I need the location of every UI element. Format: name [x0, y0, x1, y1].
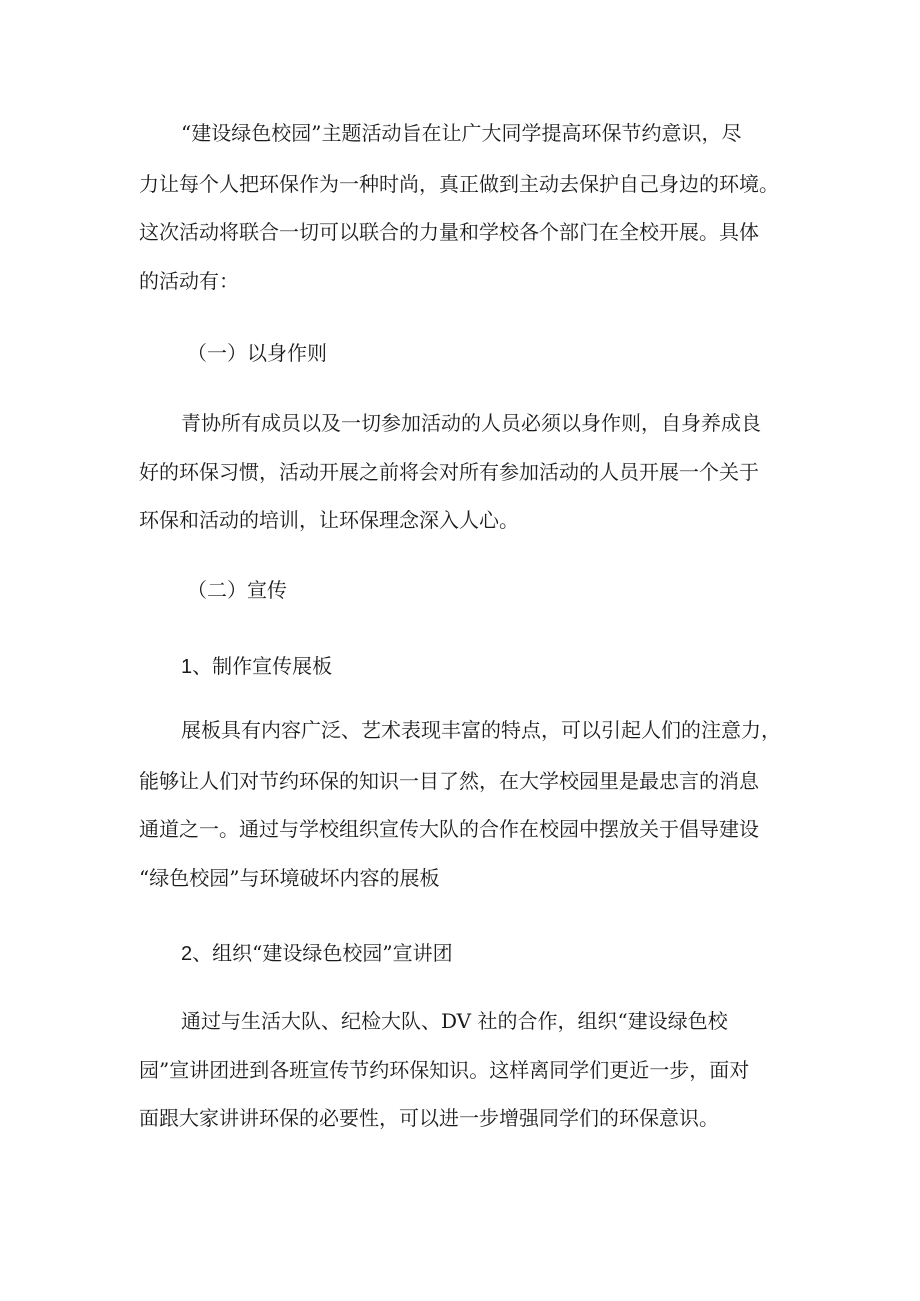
item-1-line-4: “绿色校园”与环境破坏内容的展板	[139, 866, 440, 890]
item-1-line-3: 通道之一。通过与学校组织宣传大队的合作在校园中摆放关于倡导建设	[139, 817, 759, 841]
item-1-heading	[181, 647, 831, 685]
section-1-line-1: 青协所有成员以及一切参加活动的人员必须以身作则，自身养成良	[181, 411, 761, 435]
item-1-title: 、制作宣传展板	[192, 654, 333, 678]
item-2-title: 、组织“建设绿色校园”宣讲团	[192, 941, 453, 965]
intro-line-4: 的活动有：	[139, 269, 239, 293]
section-1-line-2: 好的环保习惯，活动开展之前将会对所有参加活动的人员开展一个关于	[139, 460, 759, 484]
section-1-heading: （一）以身作则	[187, 341, 327, 365]
section-1-line-3: 环保和活动的培训，让环保理念深入人心。	[139, 508, 519, 532]
item-2-line-3: 面跟大家讲讲环保的必要性，可以进一步增强同学们的环保意识。	[139, 1106, 719, 1130]
item-2-line-2: 园”宣讲团进到各班宣传节约环保知识。这样离同学们更近一步，面对	[139, 1058, 750, 1082]
item-1-line-2: 能够让人们对节约环保的知识一目了然，在大学校园里是最忠言的消息	[139, 769, 759, 793]
item-2-heading	[181, 934, 831, 972]
intro-line-3: 这次活动将联合一切可以联合的力量和学校各个部门在全校开展。具体	[139, 220, 759, 244]
item-1-line-1: 展板具有内容广泛、艺术表现丰富的特点，可以引起人们的注意力，	[181, 718, 781, 742]
item-2-number: 2	[181, 943, 193, 965]
item-2-line-1: 通过与生活大队、纪检大队、DV 社的合作，组织“建设绿色校	[181, 1009, 728, 1033]
intro-line-1: “建设绿色校园”主题活动旨在让广大同学提高环保节约意识，尽	[181, 121, 742, 145]
intro-line-2: 力让每个人把环保作为一种时尚，真正做到主动去保护自己身边的环境。	[139, 172, 779, 196]
section-2-heading: （二）宣传	[187, 578, 287, 602]
item-1-number: 1	[181, 656, 193, 678]
